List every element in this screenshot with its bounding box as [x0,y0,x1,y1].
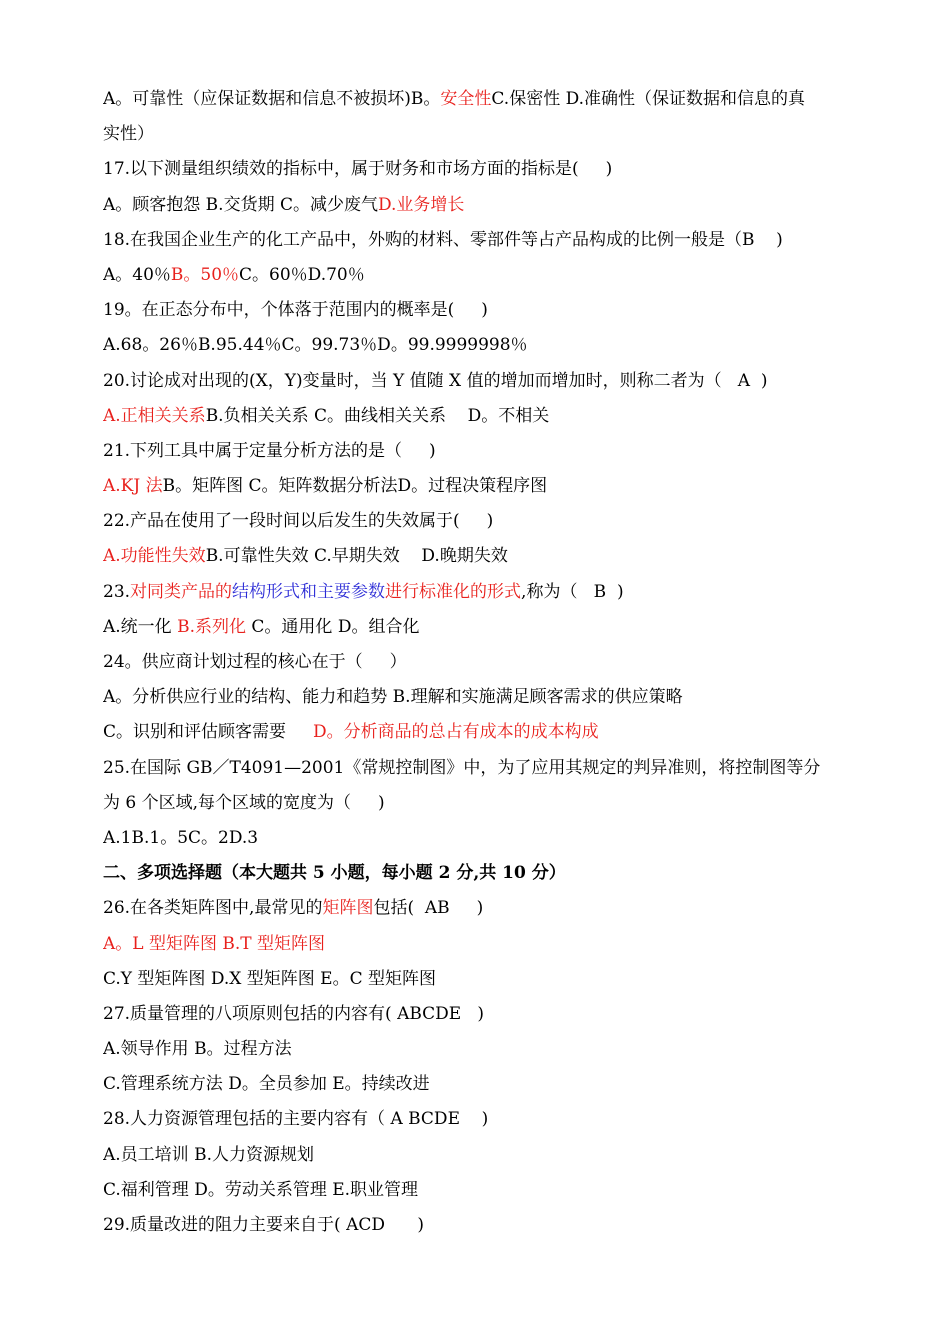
text-segment: 19。在正态分布中，个体落于范围内的概率是( ) [103,300,488,321]
answer-highlight: A。L 型矩阵图 B.T 型矩阵图 [103,933,326,954]
text-line [103,610,853,645]
text-segment: C。60％D.70％ [239,264,365,285]
text-segment: 27.质量管理的八项原则包括的内容有( ABCDE ) [103,1003,485,1024]
text-line [103,891,853,926]
text-segment: 23. [103,581,131,602]
text-line [103,1032,853,1067]
text-line [103,1102,853,1137]
answer-highlight: 对同类产品的 [130,581,233,602]
text-line [103,751,853,786]
document-page [103,82,853,1243]
answer-highlight: B.系列化 [177,616,246,637]
text-segment: 24。供应商计划过程的核心在于（ ） [103,652,407,672]
text-segment: 实性） [103,124,154,145]
text-line [103,786,853,821]
text-segment: A.员工培训 B.人力资源规划 [103,1144,314,1165]
text-line [103,293,853,328]
text-segment: A.68。26％B.95.44％C。99.73％D。99.9999998％ [103,335,528,356]
text-line [103,715,853,750]
answer-highlight: 矩阵图 [322,898,374,919]
text-segment: B.负相关关系 C。曲线相关关系 D。不相关 [205,405,550,426]
text-segment: 包括( AB ) [373,898,484,919]
text-segment: A.1B.1。5C。2D.3 [103,827,259,848]
text-segment: 二、多项选择题（本大题共 5 小题，每小题 2 分,共 10 分） [103,863,566,884]
text-segment: 26.在各类矩阵图中,最常见的 [103,898,323,919]
text-segment: A.领导作用 B。过程方法 [103,1039,292,1060]
text-segment: 22.产品在使用了一段时间以后发生的失效属于( ) [103,511,494,532]
text-line [103,927,853,962]
section-heading [103,856,853,891]
text-line [103,328,853,363]
text-segment: B.可靠性失效 C.早期失效 D.晚期失效 [205,546,508,567]
term-highlight: 结构形式和主要参数 [232,581,386,602]
text-segment: A。分析供应行业的结构、能力和趋势 B.理解和实施满足顾客需求的供应策略 [103,687,683,708]
answer-highlight: D.业务增长 [378,194,465,215]
text-segment: 28.人力资源管理包括的主要内容有（ A BCDE ) [103,1109,489,1130]
text-segment: C。通用化 D。组合化 [246,616,420,637]
text-line [103,821,853,856]
text-segment: 20.讨论成对出现的(X，Y)变量时，当 Y 值随 X 值的增加而增加时，则称二者为（ A ) [103,370,768,391]
text-line [103,1208,853,1243]
text-line [103,117,853,152]
answer-highlight: 进行标准化的形式 [385,581,522,602]
text-segment: A。可靠性（应保证数据和信息不被损坏)B。 [103,89,441,109]
text-line [103,504,853,539]
text-segment: A。顾客抱怨 B.交货期 C。减少废气 [103,194,378,215]
text-line [103,434,853,469]
answer-highlight: A.KJ 法 [103,476,163,497]
text-segment: C.保密性 D.准确性（保证数据和信息的真 [491,89,806,109]
text-line [103,962,853,997]
text-line [103,645,853,680]
text-segment: C。识别和评估顾客需要 [103,722,314,743]
text-line [103,469,853,504]
text-line [103,188,853,223]
text-segment: 17.以下测量组织绩效的指标中，属于财务和市场方面的指标是( ) [103,159,613,180]
text-line [103,82,853,117]
text-line [103,1067,853,1102]
text-segment: 18.在我国企业生产的化工产品中，外购的材料、零部件等占产品构成的比例一般是（B ) [103,229,783,250]
text-segment: A。40％ [103,264,171,285]
text-line [103,539,853,574]
text-segment: C.管理系统方法 D。全员参加 E。持续改进 [103,1074,430,1095]
text-line [103,575,853,610]
text-segment: 29.质量改进的阻力主要来自于( ACD ) [103,1215,425,1235]
text-segment: ,称为（ B ) [521,581,624,602]
document-body [103,82,853,1243]
text-segment: A.统一化 [103,616,178,637]
text-segment: B。矩阵图 C。矩阵数据分析法D。过程决策程序图 [162,476,548,497]
text-segment: C.Y 型矩阵图 D.X 型矩阵图 E。C 型矩阵图 [103,968,436,989]
text-line [103,223,853,258]
answer-highlight: A.功能性失效 [103,546,206,567]
text-line [103,680,853,715]
answer-highlight: B。50％ [170,264,240,285]
text-line [103,364,853,399]
text-segment: 21.下列工具中属于定量分析方法的是（ ) [103,440,436,461]
text-line [103,258,853,293]
text-line [103,399,853,434]
answer-highlight: 安全性 [440,89,492,109]
text-line [103,1138,853,1173]
text-line [103,152,853,187]
answer-highlight: D。分析商品的总占有成本的成本构成 [313,722,599,743]
text-segment: 为 6 个区域,每个区域的宽度为（ ) [103,792,385,813]
text-line [103,997,853,1032]
text-segment: 25.在国际 GB／T4091—2001《常规控制图》中，为了应用其规定的判异准则，将控制图等分 [103,757,821,778]
answer-highlight: A.正相关关系 [103,405,206,426]
text-segment: C.福利管理 D。劳动关系管理 E.职业管理 [103,1179,419,1200]
text-line [103,1173,853,1208]
